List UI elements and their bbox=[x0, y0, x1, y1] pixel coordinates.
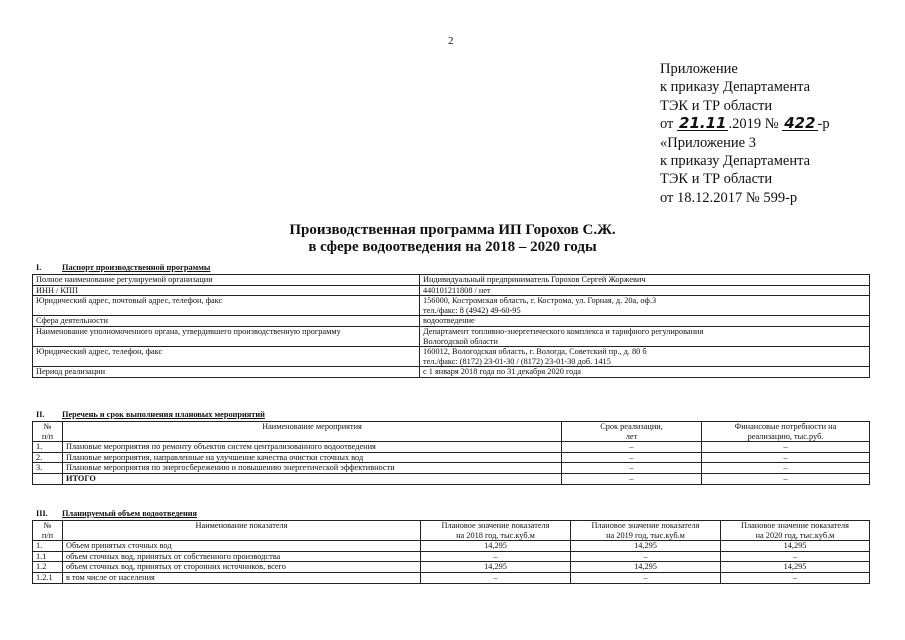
header-name: Наименование показателя bbox=[63, 521, 421, 541]
date-prefix: от bbox=[660, 116, 674, 133]
appendix-order-line bbox=[660, 115, 830, 133]
section-number: III. bbox=[36, 509, 48, 518]
value-line: тел./факс: (8172) 23-01-30 / (8172) 23-01-30 доб. 1415 bbox=[423, 356, 611, 366]
appendix-line: от 18.12.2017 № 599-р bbox=[660, 189, 798, 206]
table-header-row bbox=[33, 521, 870, 541]
row-value: 440101211808 / нет bbox=[420, 285, 870, 296]
header-text: на 2019 год, тыс.куб.м bbox=[606, 530, 685, 540]
cell-value-2019: 14,295 bbox=[571, 541, 721, 552]
cell-num: 1. bbox=[33, 442, 63, 453]
cell-name: Плановые мероприятия по энергосбережению и повышению энергетической эффективности bbox=[63, 463, 562, 474]
cell-value-2020: 14,295 bbox=[721, 541, 870, 552]
value-line: 160012, Вологодская область, г. Вологда, Советский пр., д. 80 б bbox=[423, 347, 647, 357]
cell-value-2018: 14,295 bbox=[421, 541, 571, 552]
row-label: Наименование уполномоченного органа, утвердившего производственную программу bbox=[33, 326, 420, 346]
header-finance bbox=[702, 422, 870, 442]
row-label: Полное наименование регулируемой организации bbox=[33, 275, 420, 286]
section-number: II. bbox=[36, 410, 45, 419]
cell-num: 1.2 bbox=[33, 562, 63, 573]
date-year: .2019 № bbox=[728, 116, 779, 133]
row-label: Период реализации bbox=[33, 367, 420, 378]
table-row bbox=[33, 551, 870, 562]
table-row bbox=[33, 541, 870, 552]
header-text: Плановое значение показателя bbox=[740, 521, 850, 530]
header-text: Плановое значение показателя bbox=[441, 521, 550, 530]
header-text: лет bbox=[625, 431, 638, 441]
measures-table bbox=[32, 421, 870, 485]
appendix-line: «Приложение 3 bbox=[660, 134, 756, 151]
value-line: Вологодской области bbox=[423, 336, 498, 346]
cell-name: объем сточных вод, принятых от собственного производства bbox=[63, 551, 421, 562]
header-num bbox=[33, 422, 63, 442]
header-text: п/п bbox=[41, 431, 54, 441]
cell-value-2020: – bbox=[721, 551, 870, 562]
appendix-line: ТЭК и ТР области bbox=[660, 171, 773, 188]
cell-value-2019: 14,295 bbox=[571, 562, 721, 573]
cell-num: 1.2.1 bbox=[33, 572, 63, 583]
row-label: Юридический адрес, телефон, факс bbox=[33, 347, 420, 367]
appendix-block bbox=[660, 60, 830, 207]
cell-value-2018: – bbox=[421, 572, 571, 583]
cell-name: Объем принятых сточных вод bbox=[63, 541, 421, 552]
value-line: тел./факс: 8 (4942) 49-60-95 bbox=[423, 305, 521, 315]
appendix-line: ТЭК и ТР области bbox=[660, 97, 773, 114]
appendix-line: Приложение bbox=[660, 61, 738, 77]
table-row bbox=[33, 275, 870, 286]
table-row bbox=[33, 572, 870, 583]
cell-value-2019: – bbox=[571, 572, 721, 583]
title-line: в сфере водоотведения на 2018 – 2020 годы bbox=[308, 239, 597, 255]
header-num bbox=[33, 521, 63, 541]
cell-total-label: ИТОГО bbox=[63, 473, 562, 484]
row-label: ИНН / КПП bbox=[33, 285, 420, 296]
section-title: Перечень и срок выполнения плановых мероприятий bbox=[62, 410, 265, 419]
cell-num: 3. bbox=[33, 463, 63, 474]
row-label: Сфера деятельности bbox=[33, 316, 420, 327]
cell-finance: – bbox=[702, 452, 870, 463]
table-row bbox=[33, 562, 870, 573]
header-text: на 2018 год, тыс.куб.м bbox=[456, 530, 535, 540]
header-year-2019 bbox=[571, 521, 721, 541]
cell-finance: – bbox=[702, 463, 870, 474]
header-year-2018 bbox=[421, 521, 571, 541]
cell-term: – bbox=[562, 463, 702, 474]
section-heading bbox=[36, 509, 197, 518]
header-text: № bbox=[43, 521, 52, 530]
handwritten-order-number: 422 bbox=[784, 114, 816, 133]
cell-name: Плановые мероприятия, направленные на улучшение качества очистки сточных вод bbox=[63, 452, 562, 463]
cell-value-2020: – bbox=[721, 572, 870, 583]
cell-term: – bbox=[562, 473, 702, 484]
cell-value-2018: – bbox=[421, 551, 571, 562]
title-line: Производственная программа ИП Горохов С.Ж. bbox=[289, 222, 616, 238]
cell-name: объем сточных вод, принятых от сторонних источников, всего bbox=[63, 562, 421, 573]
header-year-2020 bbox=[721, 521, 870, 541]
table-row bbox=[33, 296, 870, 316]
document-title bbox=[0, 222, 905, 256]
table-row bbox=[33, 285, 870, 296]
table-row bbox=[33, 452, 870, 463]
cell-value-2020: 14,295 bbox=[721, 562, 870, 573]
section-heading bbox=[36, 410, 265, 419]
table-row bbox=[33, 442, 870, 453]
value-line: Департамент топливно-энергетического комплекса и тарифного регулирования bbox=[423, 326, 704, 336]
cell-num: 2. bbox=[33, 452, 63, 463]
table-row bbox=[33, 367, 870, 378]
header-text: на 2020 год, тыс.куб.м bbox=[755, 530, 835, 540]
section-title: Паспорт производственной программы bbox=[62, 263, 211, 272]
section-number: I. bbox=[36, 263, 42, 272]
cell-name: в том числе от населения bbox=[63, 572, 421, 583]
section-title: Планируемый объем водоотведения bbox=[62, 509, 197, 518]
cell-value-2019: – bbox=[571, 551, 721, 562]
header-text: п/п bbox=[41, 530, 54, 540]
handwritten-date: 21.11 bbox=[679, 114, 727, 133]
cell-num bbox=[33, 473, 63, 484]
table-row bbox=[33, 347, 870, 367]
cell-finance: – bbox=[702, 473, 870, 484]
row-value: водоотведение bbox=[420, 316, 870, 327]
header-text: Финансовые потребности на bbox=[734, 422, 837, 431]
table-row bbox=[33, 316, 870, 327]
header-term bbox=[562, 422, 702, 442]
header-text: № bbox=[43, 422, 52, 431]
table-header-row bbox=[33, 422, 870, 442]
passport-table bbox=[32, 274, 870, 378]
row-value bbox=[420, 326, 870, 346]
header-text: Плановое значение показателя bbox=[591, 521, 700, 530]
cell-value-2018: 14,295 bbox=[421, 562, 571, 573]
order-suffix: -р bbox=[817, 116, 830, 133]
row-value: Индивидуальный предприниматель Горохов Сергей Жоржевич bbox=[420, 275, 870, 286]
cell-term: – bbox=[562, 442, 702, 453]
row-label: Юридический адрес, почтовый адрес, телефон, факс bbox=[33, 296, 420, 316]
table-row bbox=[33, 326, 870, 346]
section-heading bbox=[36, 263, 210, 272]
page-number: 2 bbox=[448, 35, 454, 47]
appendix-line: к приказу Департамента bbox=[660, 153, 811, 170]
appendix-line: к приказу Департамента bbox=[660, 79, 811, 96]
header-text: реализацию, тыс.руб. bbox=[747, 431, 824, 441]
row-value bbox=[420, 347, 870, 367]
cell-num: 1. bbox=[33, 541, 63, 552]
value-line: 156000, Костромская область, г. Кострома, ул. Горная, д. 20а, оф.3 bbox=[423, 296, 657, 306]
volume-table bbox=[32, 520, 870, 584]
cell-term: – bbox=[562, 452, 702, 463]
cell-num: 1.1 bbox=[33, 551, 63, 562]
cell-name: Плановые мероприятия по ремонту объектов систем централизованного водоотведения bbox=[63, 442, 562, 453]
cell-finance: – bbox=[702, 442, 870, 453]
row-value: с 1 января 2018 года по 31 декабря 2020 года bbox=[420, 367, 870, 378]
table-row bbox=[33, 463, 870, 474]
table-row bbox=[33, 473, 870, 484]
header-text: Срок реализации, bbox=[600, 422, 663, 431]
row-value bbox=[420, 296, 870, 316]
header-name: Наименование мероприятия bbox=[63, 422, 562, 442]
